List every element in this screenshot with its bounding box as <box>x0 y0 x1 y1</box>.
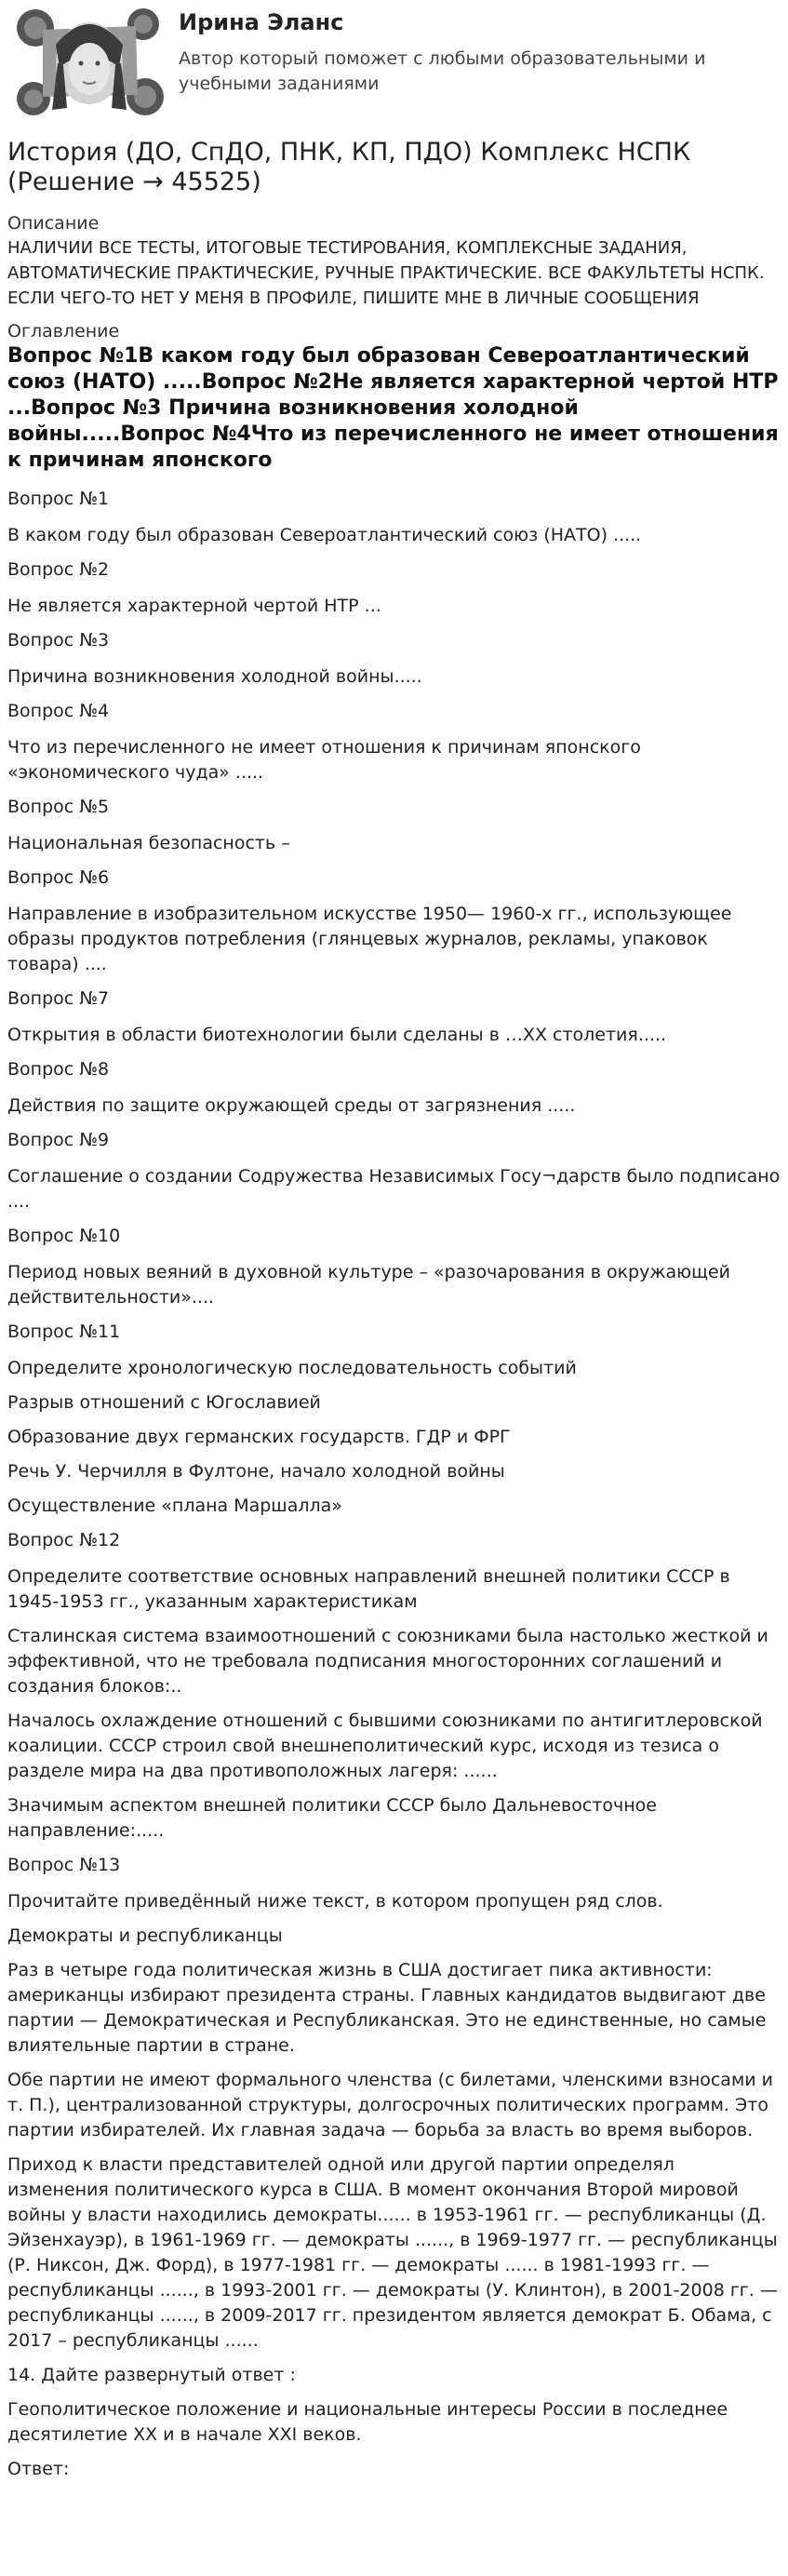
content-paragraph: Началось охлаждение отношений с бывшими союзниками по антигитлеровской коалиции. СССР строил свой внешнеполитический курс, исходя из тезиса о разделе мира на два противоположных лагеря: ...... <box>7 1711 763 1781</box>
toc-label: Оглавление <box>7 321 120 342</box>
content-paragraph: Осуществление «плана Маршалла» <box>7 1496 342 1516</box>
content-paragraph: Геополитическое положение и национальные интересы России в последнее десятилетие XX и в начале XXI веков. <box>7 2399 728 2445</box>
question-heading: Вопрос №13 <box>7 1855 121 1875</box>
content-paragraph: Ответ: <box>7 2459 70 2479</box>
content-paragraph: Определите хронологическую последовательность событий <box>7 1358 577 1378</box>
content-paragraph: Определите соответствие основных направлений внешней политики СССР в 1945-1953 гг., указанным характеристикам <box>7 1566 730 1612</box>
author-name[interactable]: Ирина Эланс <box>179 9 344 35</box>
content-paragraph: Национальная безопасность – <box>7 833 290 853</box>
content-paragraph: Прочитайте приведённый ниже текст, в котором пропущен ряд слов. <box>7 1891 663 1912</box>
question-heading: Вопрос №8 <box>7 1059 110 1080</box>
description-text: НАЛИЧИИ ВСЕ ТЕСТЫ, ИТОГОВЫЕ ТЕСТИРОВАНИЯ, КОМПЛЕКСНЫЕ ЗАДАНИЯ, АВТОМАТИЧЕСКИЕ ПРАКТИЧЕСКИЕ, РУЧНЫЕ ПРАКТИЧЕСКИЕ. ВСЕ ФАКУЛЬТЕТЫ НСПК. ЕСЛИ ЧЕГО-ТО НЕТ У МЕНЯ В ПРОФИЛЕ, ПИШИТЕ МНЕ В ЛИЧНЫЕ СООБЩЕНИЯ <box>7 238 765 308</box>
content-paragraph: Значимым аспектом внешней политики СССР было Дальневосточное направление:..... <box>7 1795 657 1841</box>
question-heading: Вопрос №7 <box>7 988 110 1009</box>
content-paragraph: Что из перечисленного не имеет отношения к причинам японского «экономического чуда» ..... <box>7 737 641 783</box>
question-heading: Вопрос №2 <box>7 559 110 580</box>
content-paragraph: Образование двух германских государств. ГДР и ФРГ <box>7 1427 511 1447</box>
content-paragraph: Не является характерной чертой НТР ... <box>7 596 381 616</box>
author-description: Автор который поможет с любыми образовательными и учебными заданиями <box>179 48 706 94</box>
question-heading: Вопрос №9 <box>7 1130 110 1150</box>
content-paragraph: Открытия в области биотехнологии были сделаны в …XX столетия..... <box>7 1025 667 1045</box>
content-paragraph: 14. Дайте развернутый ответ : <box>7 2365 296 2385</box>
question-heading: Вопрос №12 <box>7 1530 121 1550</box>
page-title: История (ДО, СпДО, ПНК, КП, ПДО) Комплекс НСПК (Решение → 45525) <box>7 138 691 196</box>
question-heading: Вопрос №6 <box>7 867 110 888</box>
author-block <box>7 0 781 130</box>
content-paragraph: Демократы и республиканцы <box>7 1925 283 1946</box>
content-paragraph: В каком году был образован Североатлантический союз (НАТО) ..... <box>7 525 642 545</box>
content-paragraph: Соглашение о создании Содружества Независимых Госу¬дарств было подписано .... <box>7 1166 781 1212</box>
content-paragraph: Период новых веяний в духовной культуре – «разочарования в окружающей действительности».... <box>7 1262 731 1308</box>
content-paragraph: Разрыв отношений с Югославией <box>7 1392 321 1413</box>
question-heading: Вопрос №5 <box>7 797 110 817</box>
toc-text: Вопрос №1В каком году был образован Североатлантический союз (НАТО) .....Вопрос №2Не является характерной чертой НТР ...Вопрос №3 Причина возникновения холодной войны.....Вопрос №4Что из перечисленного не имеет отношения к причинам японского <box>7 344 779 472</box>
question-heading: Вопрос №4 <box>7 701 110 721</box>
content-body <box>7 487 781 2482</box>
question-heading: Вопрос №3 <box>7 630 110 651</box>
content-paragraph: Приход к власти представителей одной или другой партии определял изменения политического курса в США. В момент окончания Второй мировой войны у власти находились демократы...... в 1953-1961 гг. — республиканцы (Д. Эйзенхауэр), в 1961-1969 гг. — демократы ......, в 1969-1977 гг. — республиканцы (Р. Никсон, Дж. Форд), в 1977-1981 гг. — демократы ...... в 1981-1993 гг. — республиканцы ......, в 1993-2001 гг. — демократы (У. Клинтон), в 2001-2008 гг. — республиканцы ......, в 2009-2017 гг. президентом является демократ Б. Обама, с 2017 – республиканцы ...... <box>7 2154 778 2351</box>
content-paragraph: Обе партии не имеют формального членства (с билетами, членскими взносами и т. П.), централизованной структуры, долгосрочных политических программ. Это партии избирателей. Их главная задача — борьба за власть во время выборов. <box>7 2070 774 2140</box>
content-paragraph: Причина возникновения холодной войны..... <box>7 666 422 687</box>
content-paragraph: Раз в четыре года политическая жизнь в США достигает пика активности: американцы избирают президента страны. Главных кандидатов выдвигают две партии — Демократическая и Республиканская. Это не единственные, но самые влиятельные партии в стране. <box>7 1960 767 2056</box>
content-paragraph: Действия по защите окружающей среды от загрязнения ..... <box>7 1095 576 1116</box>
question-heading: Вопрос №1 <box>7 489 110 509</box>
content-paragraph: Сталинская система взаимоотношений с союзниками была настолько жесткой и эффективной, что не требовала подписания многосторонних соглашений и создания блоков:.. <box>7 1626 768 1697</box>
avatar[interactable] <box>15 7 164 117</box>
question-heading: Вопрос №10 <box>7 1226 121 1246</box>
content-paragraph: Речь У. Черчилля в Фултоне, начало холодной войны <box>7 1461 505 1482</box>
question-heading: Вопрос №11 <box>7 1322 121 1342</box>
description-label: Описание <box>7 213 100 234</box>
content-paragraph: Направление в изобразительном искусстве 1950— 1960-х гг., использующее образы продуктов потребления (глянцевых журналов, рекламы, упаковок товара) .... <box>7 904 732 974</box>
